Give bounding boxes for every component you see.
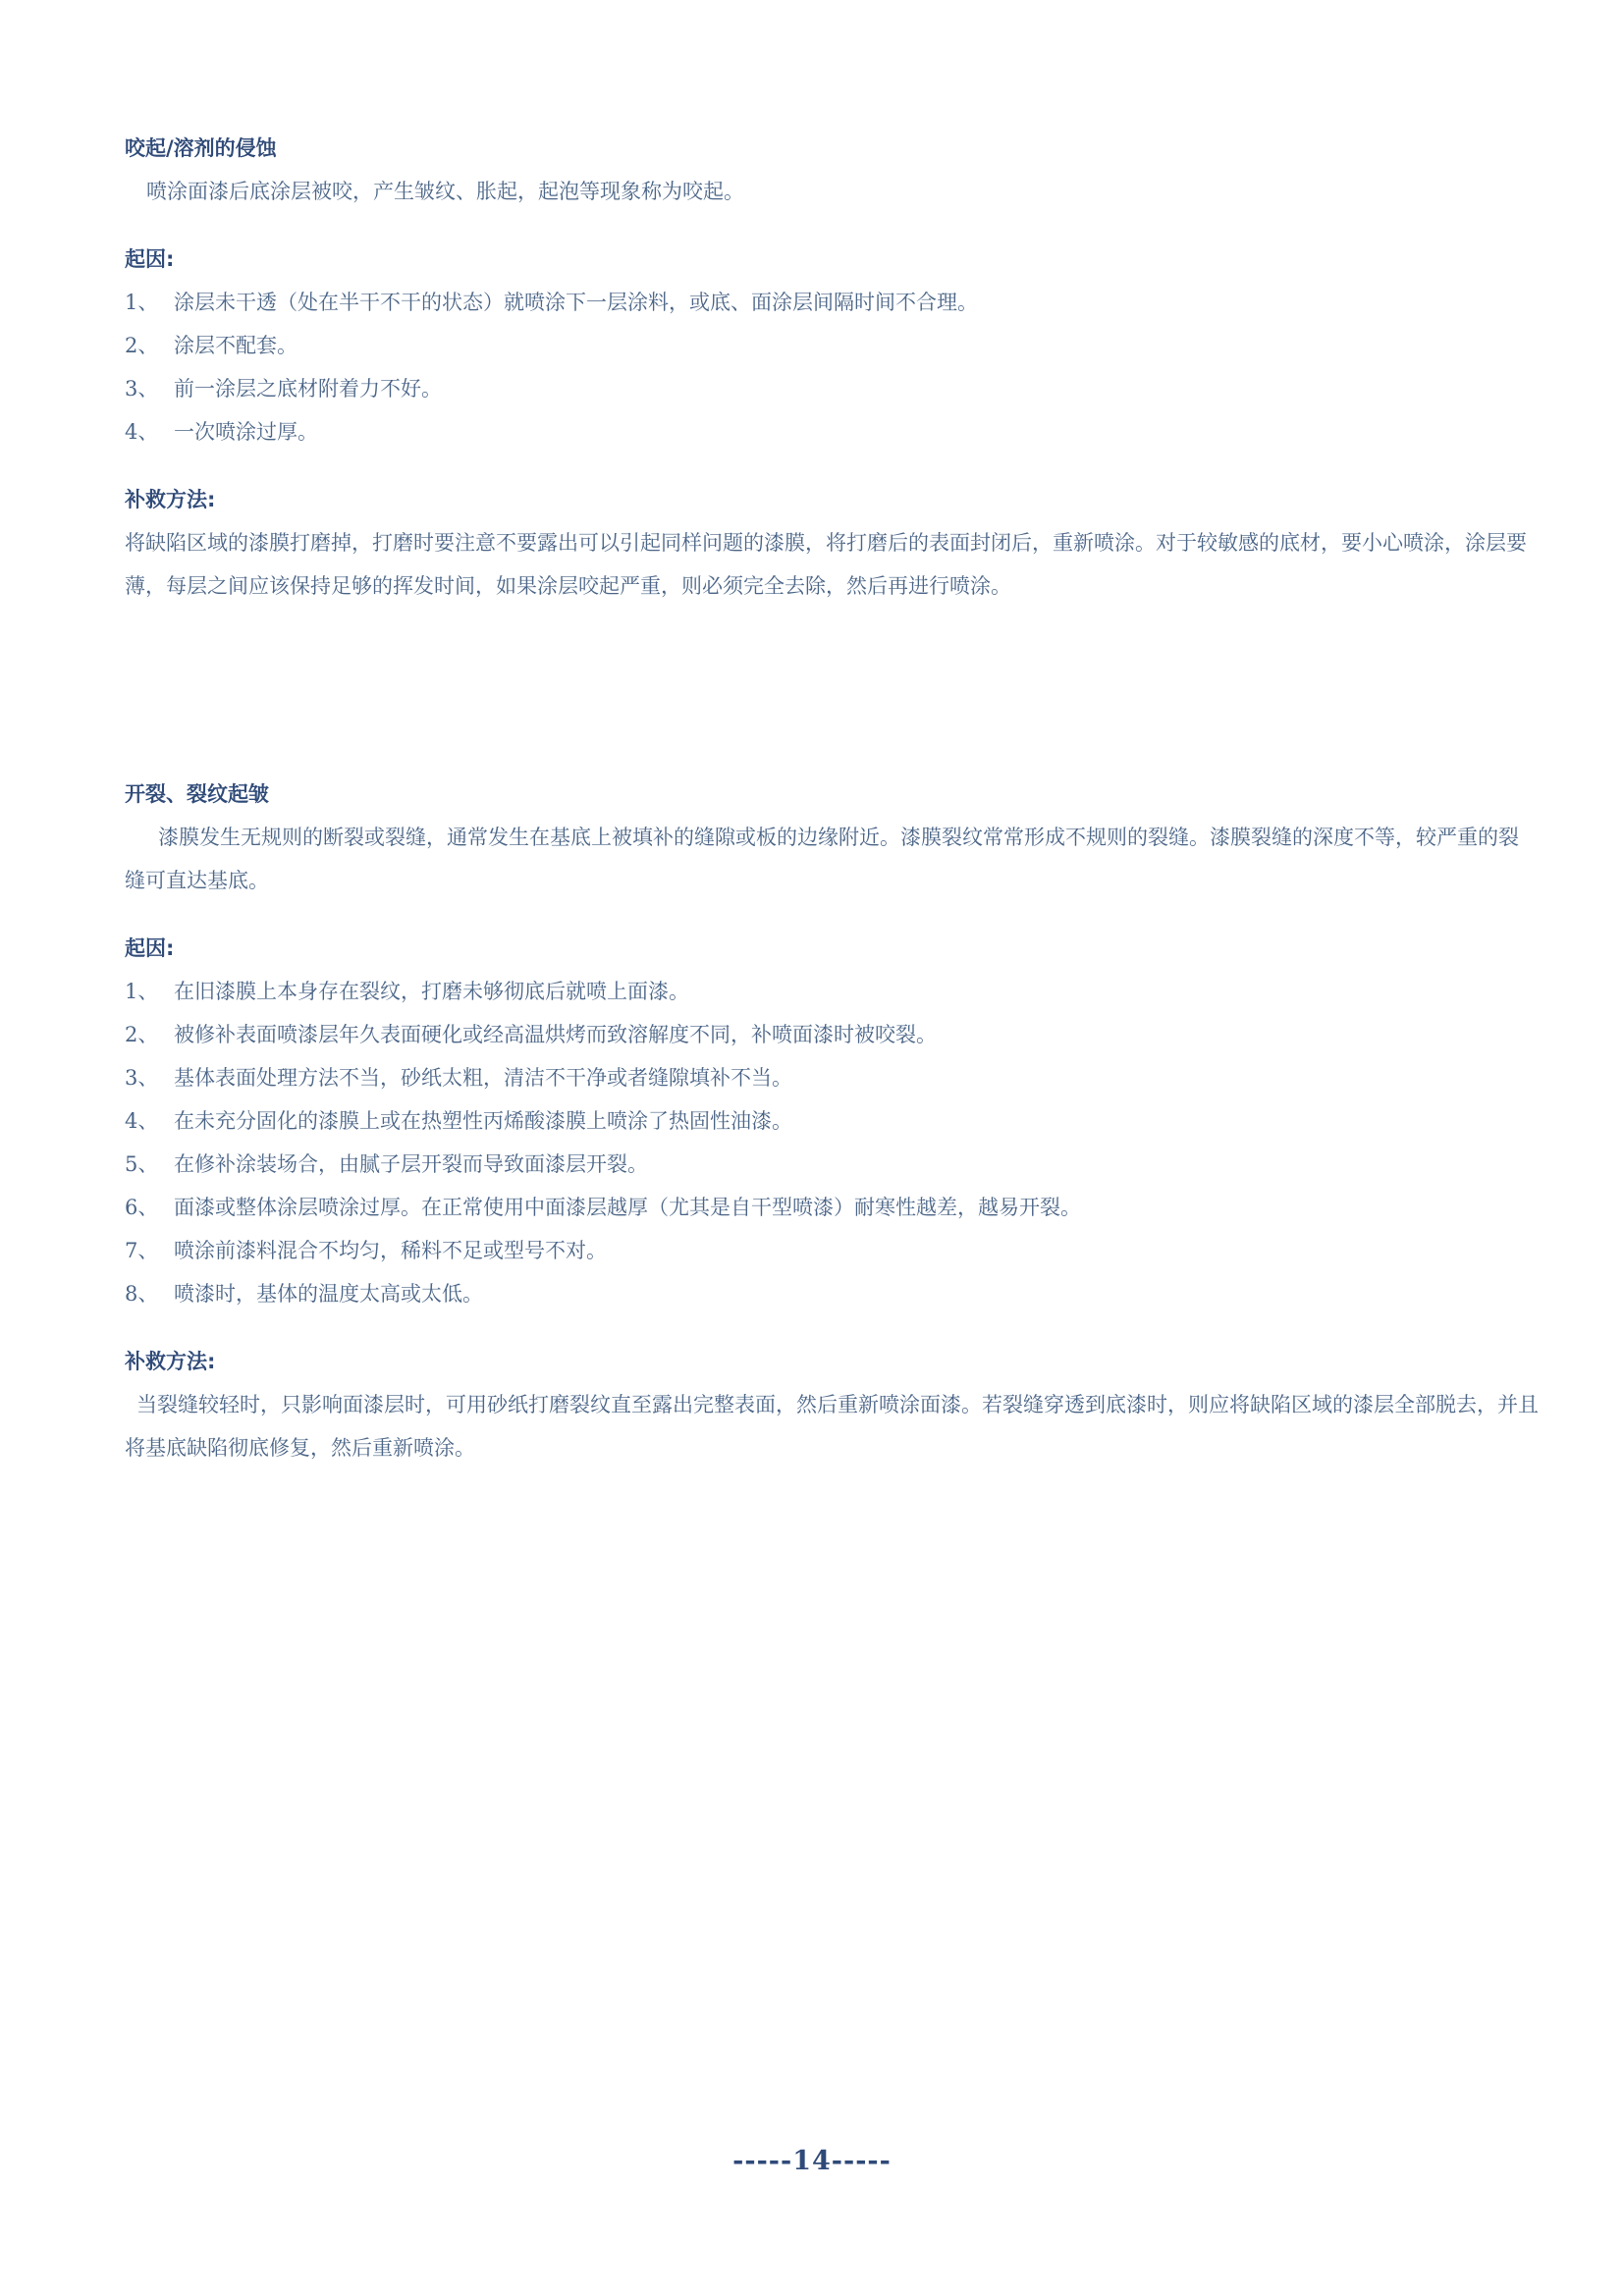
list-item-text: 在未充分固化的漆膜上或在热塑性丙烯酸漆膜上喷涂了热固性油漆。: [174, 1109, 792, 1133]
list-item: [125, 281, 1539, 324]
list-item-text: 面漆或整体涂层喷涂过厚。在正常使用中面漆层越厚（尤其是自干型喷漆）耐寒性越差，越易开裂。: [174, 1196, 1081, 1219]
section-title: 咬起/溶剂的侵蚀: [125, 136, 277, 160]
list-item: [125, 1143, 1539, 1186]
list-item-text: 涂层未干透（处在半干不干的状态）就喷涂下一层涂料，或底、面涂层间隔时间不合理。: [174, 291, 978, 314]
remedy-text: 将缺陷区域的漆膜打磨掉，打磨时要注意不要露出可以引起同样问题的漆膜，将打磨后的表面封闭后，重新喷涂。对于较敏感的底材，要小心喷涂，涂层要薄，每层之间应该保持足够的挥发时间，如果涂层咬起严重，则必须完全去除，然后再进行喷涂。: [125, 531, 1527, 598]
causes-list: [125, 970, 1539, 1315]
causes-heading: 起因:: [125, 247, 175, 271]
list-item-number: 6、: [125, 1196, 159, 1219]
list-item-text: 喷涂前漆料混合不均匀，稀料不足或型号不对。: [174, 1239, 607, 1262]
list-item-number: 4、: [125, 1109, 159, 1133]
list-item-text: 在修补涂装场合，由腻子层开裂而导致面漆层开裂。: [174, 1152, 648, 1176]
section-bite-solvent: [125, 133, 1539, 608]
list-item-number: 2、: [125, 1023, 159, 1046]
list-item-text: 在旧漆膜上本身存在裂纹，打磨未够彻底后就喷上面漆。: [174, 980, 689, 1003]
list-item: [125, 1056, 1539, 1099]
list-item-number: 8、: [125, 1282, 159, 1306]
list-item: [125, 1229, 1539, 1272]
list-item-number: 1、: [125, 291, 159, 314]
list-item: [125, 324, 1539, 367]
list-item-text: 一次喷涂过厚。: [174, 420, 318, 444]
list-item: [125, 1013, 1539, 1056]
section-description: 喷涂面漆后底涂层被咬，产生皱纹、胀起，起泡等现象称为咬起。: [146, 180, 744, 203]
list-item: [125, 1186, 1539, 1229]
list-item: [125, 1272, 1539, 1315]
list-item-text: 涂层不配套。: [174, 334, 298, 357]
list-item: [125, 410, 1539, 454]
list-item: [125, 1099, 1539, 1143]
list-item-number: 3、: [125, 1066, 159, 1090]
page-number: -----14-----: [732, 2146, 892, 2176]
remedy-text: 当裂缝较轻时，只影响面漆层时，可用砂纸打磨裂纹直至露出完整表面，然后重新喷涂面漆。若裂缝穿透到底漆时，则应将缺陷区域的漆层全部脱去，并且将基底缺陷彻底修复，然后重新喷涂。: [125, 1393, 1539, 1460]
list-item-text: 基体表面处理方法不当，砂纸太粗，清洁不干净或者缝隙填补不当。: [174, 1066, 792, 1090]
list-item-number: 5、: [125, 1152, 159, 1176]
list-item-number: 1、: [125, 980, 159, 1003]
causes-list: [125, 281, 1539, 454]
section-cracking: [125, 779, 1539, 1469]
list-item-text: 喷漆时，基体的温度太高或太低。: [174, 1282, 483, 1306]
list-item-number: 3、: [125, 377, 159, 400]
list-item: [125, 367, 1539, 410]
list-item-text: 前一涂层之底材附着力不好。: [174, 377, 442, 400]
section-title: 开裂、裂纹起皱: [125, 782, 269, 806]
remedy-heading: 补救方法:: [125, 1350, 216, 1373]
remedy-heading: 补救方法:: [125, 488, 216, 511]
list-item-number: 4、: [125, 420, 159, 444]
list-item-number: 2、: [125, 334, 159, 357]
list-item: [125, 970, 1539, 1013]
section-description: 漆膜发生无规则的断裂或裂缝，通常发生在基底上被填补的缝隙或板的边缘附近。漆膜裂纹常常形成不规则的裂缝。漆膜裂缝的深度不等，较严重的裂缝可直达基底。: [125, 826, 1519, 892]
list-item-number: 7、: [125, 1239, 159, 1262]
list-item-text: 被修补表面喷漆层年久表面硬化或经高温烘烤而致溶解度不同，补喷面漆时被咬裂。: [174, 1023, 937, 1046]
causes-heading: 起因:: [125, 936, 175, 960]
